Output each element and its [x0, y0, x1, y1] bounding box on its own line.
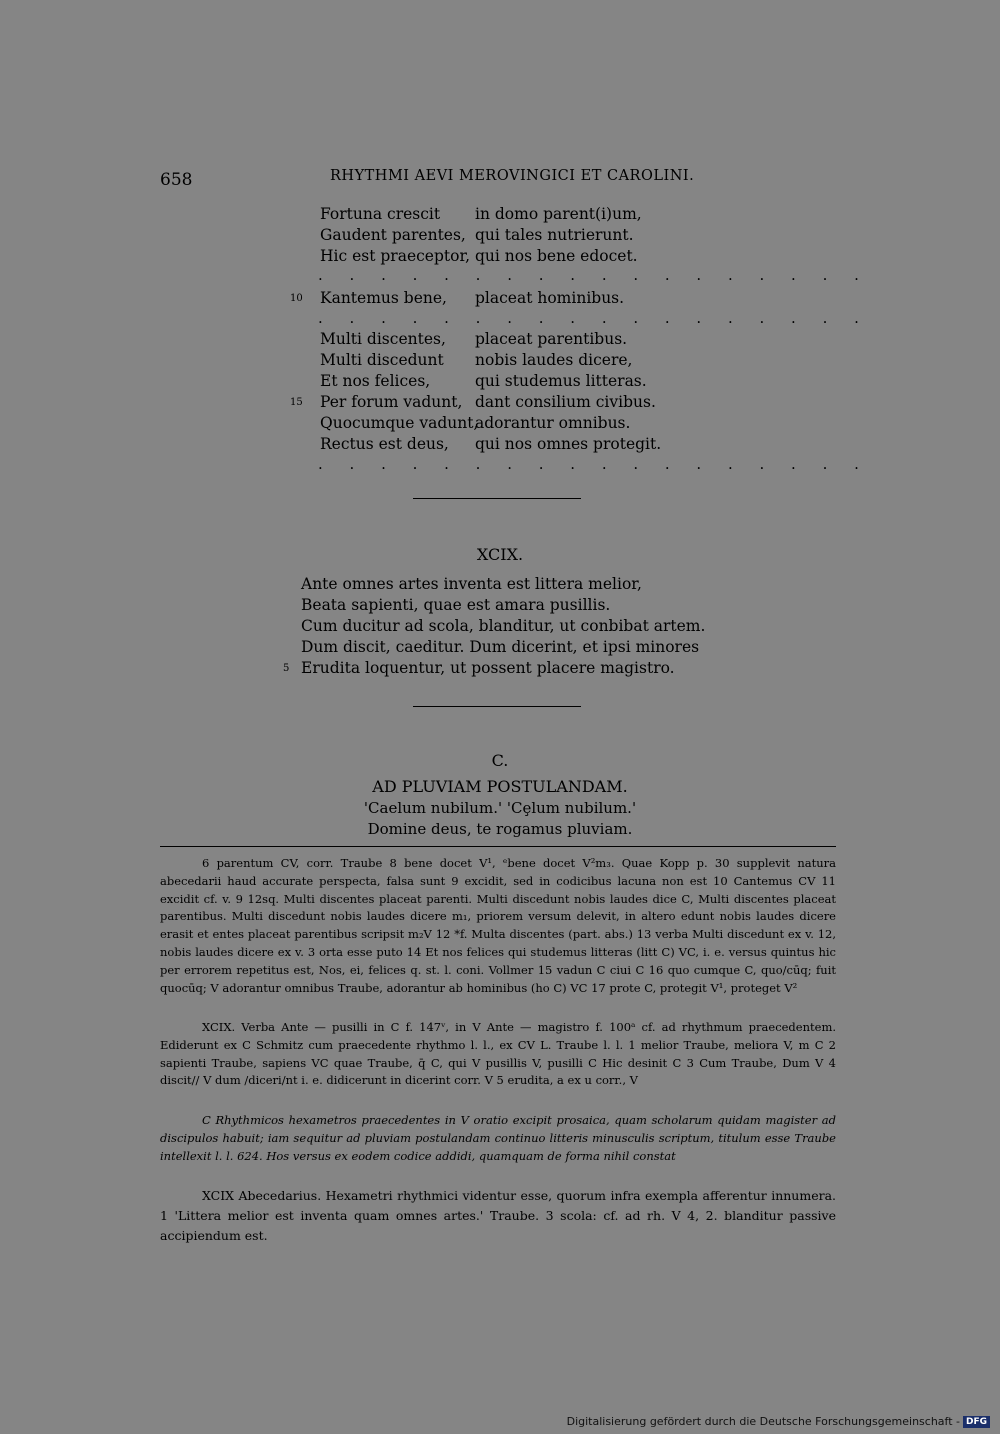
commentary-note: XCIX Abecedarius. Hexametri rhythmici videntur esse, quorum infra exempla afferentur innumera. 1 'Littera melior est inventa quam omnes artes.' Traube. 3 scola: cf. ad rh. V 4, 2. blanditur passive accipiendum est.	[160, 1188, 836, 1243]
poem1-line8-b: dant consilium civibus.	[475, 393, 656, 411]
poem2-line5: Erudita loquentur, ut possent placere magistro.	[301, 659, 675, 677]
poem1-line4-b: placeat hominibus.	[475, 289, 625, 307]
poem1-line3-a: Hic est praeceptor,	[320, 247, 471, 265]
poem1-line9-a: Quocumque vadunt,	[320, 414, 479, 432]
footer-text: Digitalisierung gefördert durch die Deutsche Forschungsgemeinschaft -	[566, 1415, 960, 1428]
poem2-line4: Dum discit, caeditur. Dum dicerint, et ipsi minores	[301, 638, 700, 656]
apparatus-note-3: C Rhythmicos hexametros praecedentes in V oratio excipit prosaica, quam scholarum quidam magister ad discipulos habuit; iam sequitur ad pluviam postulandam continuo litteris minusculis scriptum, titulum esse Traube intellexit l. l. 624. Hos versus ex eodem codice addidi, quamquam de forma nihil constat	[160, 1113, 836, 1163]
poem1-line1-b: in domo parent(i)um,	[475, 205, 642, 223]
poem1-line2-b: qui tales nutrierunt.	[475, 226, 634, 244]
running-title: RHYTHMI AEVI MEROVINGICI ET CAROLINI.	[330, 168, 695, 184]
poem1-line10-a: Rectus est deus,	[320, 435, 449, 453]
poem1-line2-a: Gaudent parentes,	[320, 226, 466, 244]
section-title: AD PLUVIAM POSTULANDAM.	[372, 777, 628, 796]
poem2-line2: Beata sapienti, quae est amara pusillis.	[301, 596, 611, 614]
dfg-logo[interactable]: DFG	[963, 1416, 990, 1428]
poem1-line10-b: qui nos omnes protegit.	[475, 435, 662, 453]
footer-credit	[567, 1415, 990, 1428]
line-number-15: 15	[290, 397, 303, 408]
section-number-xcix: XCIX.	[476, 545, 524, 564]
poem2-line1: Ante omnes artes inventa est littera melior,	[301, 575, 642, 593]
lacuna-dots-2: . . . . . . . . . . . . . . . . . .	[318, 309, 870, 327]
poem1-line7-a: Et nos felices,	[320, 372, 431, 390]
poem1-line6-b: nobis laudes dicere,	[475, 351, 633, 369]
apparatus-note-1: 6 parentum CV, corr. Traube 8 bene docet V¹, ᵉbene docet V²m₃. Quae Kopp p. 30 supplevit natura abecedarii haud accurate perspecta, falsa sunt 9 excidit, sed in codicibus lacuna non est 10 Cantemus CV 11 excidit cf. v. 9 12sq. Multi discentes placeat parenti. Multi discedunt nobis laudes dice C, Multi discentes placeat parentibus. Multi discedunt nobis laudes dicere m₁, priorem versum delevit, in altero edunt nobis laudes dicere erasit et entes placeat parentibus scripsit m₂V 12 *f. Multa discentes (part. abs.) 13 verba Multi discedunt ex v. 12, nobis laudes dicere ex v. 3 orta esse puto 14 Et nos felices qui studemus litteras (litt C) VC, i. e. versus quintus hic per errorem repetitus est, Nos, ei, felices q. st. l. coni. Vollmer 15 vadun C ciui C 16 quo cumque C, quo/cūq; fuit quocūq; V adorantur omnibus Traube, adorantur ab hominibus (ho C) VC 17 prote C, protegit V¹, proteget V²	[160, 856, 836, 995]
line-number-5: 5	[283, 663, 290, 674]
poem1-line3-b: qui nos bene edocet.	[475, 247, 638, 265]
line-number-10: 10	[290, 293, 303, 304]
poem1-line8-a: Per forum vadunt,	[320, 393, 463, 411]
poem1-line5-a: Multi discentes,	[320, 330, 446, 348]
poem2-line3: Cum ducitur ad scola, blanditur, ut conbibat artem.	[301, 617, 706, 635]
poem1-line5-b: placeat parentibus.	[475, 330, 628, 348]
poem3-line1: 'Caelum nubilum.' 'Cȩlum nubilum.'	[363, 799, 637, 817]
page-number: 658	[160, 170, 193, 190]
section-number-c: C.	[491, 751, 509, 770]
lacuna-dots-1: . . . . . . . . . . . . . . . . . .	[318, 266, 870, 284]
poem3-line2: Domine deus, te rogamus pluviam.	[367, 820, 633, 838]
poem1-line4-a: Kantemus bene,	[320, 289, 447, 307]
poem1-line1-a: Fortuna crescit	[320, 205, 441, 223]
poem1-line6-a: Multi discedunt	[320, 351, 444, 369]
lacuna-dots-3: . . . . . . . . . . . . . . . . . .	[318, 455, 870, 473]
apparatus-note-2: XCIX. Verba Ante — pusilli in C f. 147ᵛ, in V Ante — magistro f. 100ᵃ cf. ad rhythmum praecedentem. Ediderunt ex C Schmitz cum praecedente rhythmo l. l., ex CV L. Traube l. l. 1 melior Traube, meliora V, m C 2 sapienti Traube, sapiens VC quae Traube, q̄ C, qui V pusillis V, pusilli C Hic desinit C 3 Cum Traube, Dum V 4 discit// V dum /diceri/nt i. e. didicerunt in dicerint corr. V 5 erudita, a ex u corr., V	[160, 1020, 836, 1088]
poem1-line9-b: adorantur omnibus.	[475, 414, 631, 432]
footnote-rule	[160, 846, 836, 847]
poem1-line7-b: qui studemus litteras.	[475, 372, 647, 390]
separator-rule-1	[413, 498, 581, 499]
separator-rule-2	[413, 706, 581, 707]
